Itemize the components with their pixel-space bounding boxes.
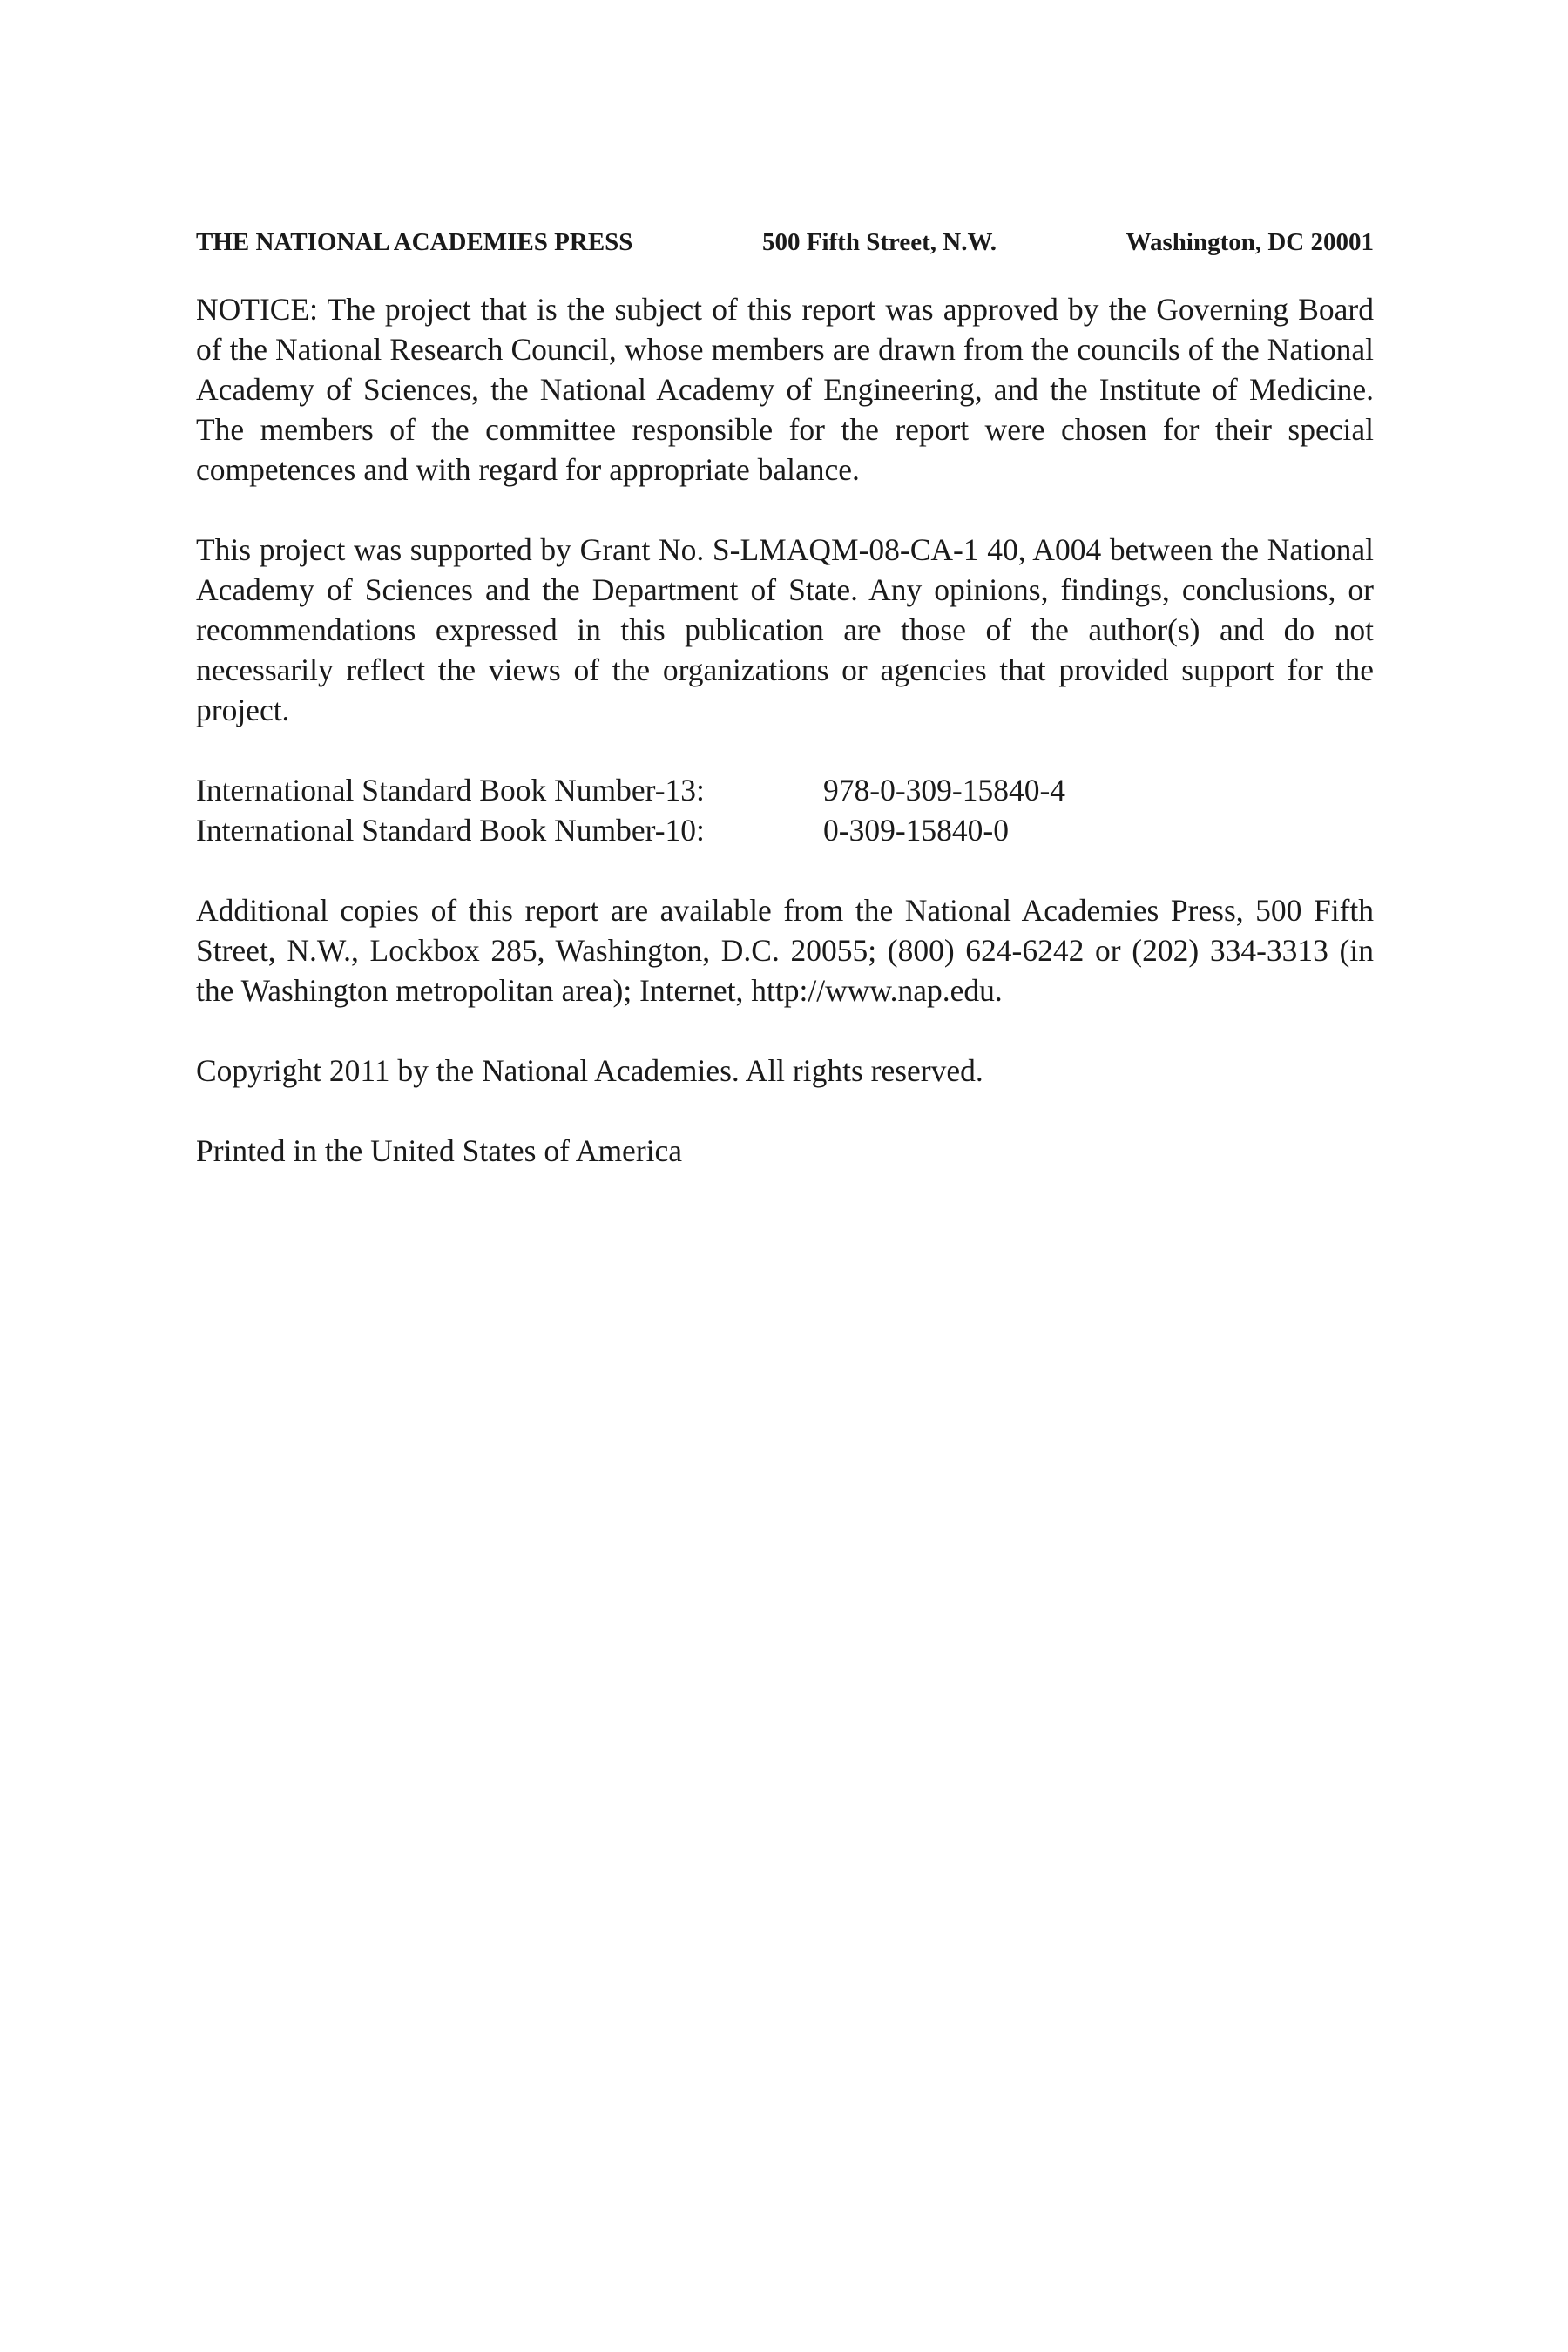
publisher-header (196, 225, 1374, 260)
notice-paragraph: NOTICE: The project that is the subject of this report was approved by the Governing Board of the National Research Council, whose members are drawn from the councils of the National Academy of Sciences, the National Academy of Engineering, and the Institute of Medicine. The members of the committee responsible for the report were chosen for their special competences and with regard for appropriate balance. (196, 292, 1374, 487)
isbn-13-label: International Standard Book Number-13: (196, 773, 705, 808)
isbn-10-value: 0-309-15840-0 (823, 813, 1009, 848)
press-city: Washington, DC 20001 (1125, 228, 1374, 256)
press-street: 500 Fifth Street, N.W. (762, 228, 997, 256)
isbn-13-value: 978-0-309-15840-4 (823, 773, 1066, 808)
isbn-10-label: International Standard Book Number-10: (196, 813, 705, 848)
isbn-block (196, 770, 1374, 850)
press-name: THE NATIONAL ACADEMIES PRESS (196, 228, 633, 256)
printed-line: Printed in the United States of America (196, 1133, 683, 1168)
copies-paragraph: Additional copies of this report are available from the National Academies Press, 500 Fifth Street, N.W., Lockbox 285, Washington, D.C. 20055; (800) 624-6242 or (202) 334-3313 (in the Washington metropolitan area); Internet, http://www.nap.edu. (196, 893, 1374, 1008)
isbn-13-row (196, 770, 1374, 810)
support-paragraph: This project was supported by Grant No. S-LMAQM-08-CA-1 40, A004 between the National Academy of Sciences and the Department of State. Any opinions, findings, conclusions, or recommendations expressed in this publication are those of the author(s) and do not necessarily reflect the views of the organizations or agencies that provided support for the project. (196, 532, 1374, 727)
copyright-line: Copyright 2011 by the National Academies. All rights reserved. (196, 1053, 983, 1088)
isbn-10-row (196, 810, 1374, 850)
copyright-page (196, 225, 1374, 1211)
